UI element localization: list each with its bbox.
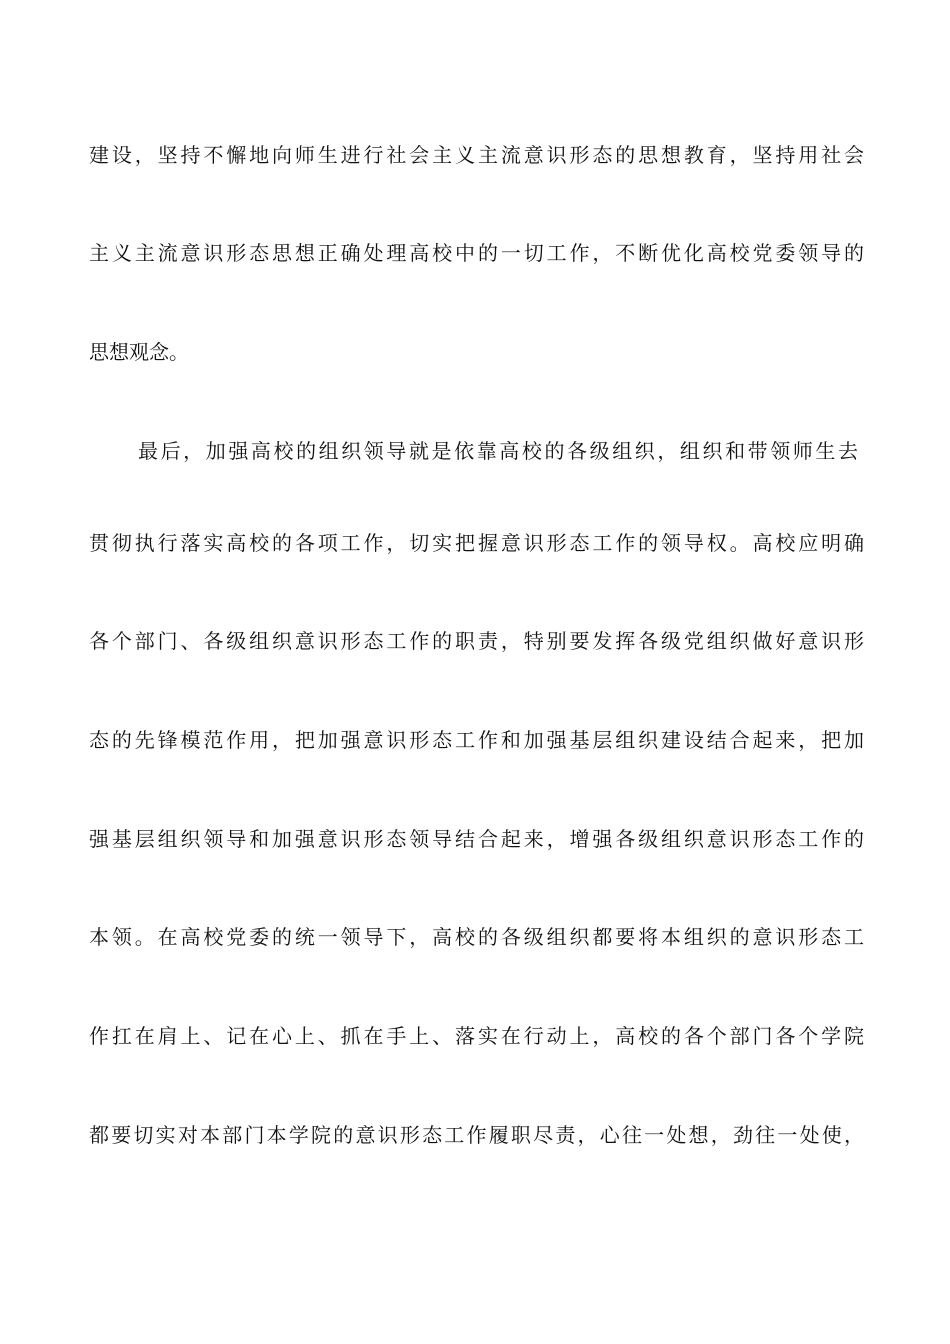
text-line: 强基层组织领导和加强意识形态领导结合起来，增强各级组织意识形态工作的: [89, 827, 864, 851]
text-line: 贯彻执行落实高校的各项工作，切实把握意识形态工作的领导权。高校应明确: [89, 531, 864, 555]
text-line: 都要切实对本部门本学院的意识形态工作履职尽责，心往一处想，劲往一处使，: [89, 1123, 864, 1147]
text-line: 各个部门、各级组织意识形态工作的职责，特别要发挥各级党组织做好意识形: [89, 629, 864, 653]
text-line: 思想观念。: [89, 340, 189, 364]
text-line: 作扛在肩上、记在心上、抓在手上、落实在行动上，高校的各个部门各个学院: [89, 1024, 864, 1048]
paragraph-first-line: 最后，加强高校的组织领导就是依靠高校的各级组织，组织和带领师生去: [138, 439, 858, 463]
text-line: 建设，坚持不懈地向师生进行社会主义主流意识形态的思想教育，坚持用社会: [89, 143, 864, 167]
text-line: 主义主流意识形态思想正确处理高校中的一切工作，不断优化高校党委领导的: [89, 241, 864, 265]
text-line: 态的先锋模范作用，把加强意识形态工作和加强基层组织建设结合起来，把加: [89, 728, 864, 752]
text-line: 本领。在高校党委的统一领导下，高校的各级组织都要将本组织的意识形态工: [89, 925, 864, 949]
